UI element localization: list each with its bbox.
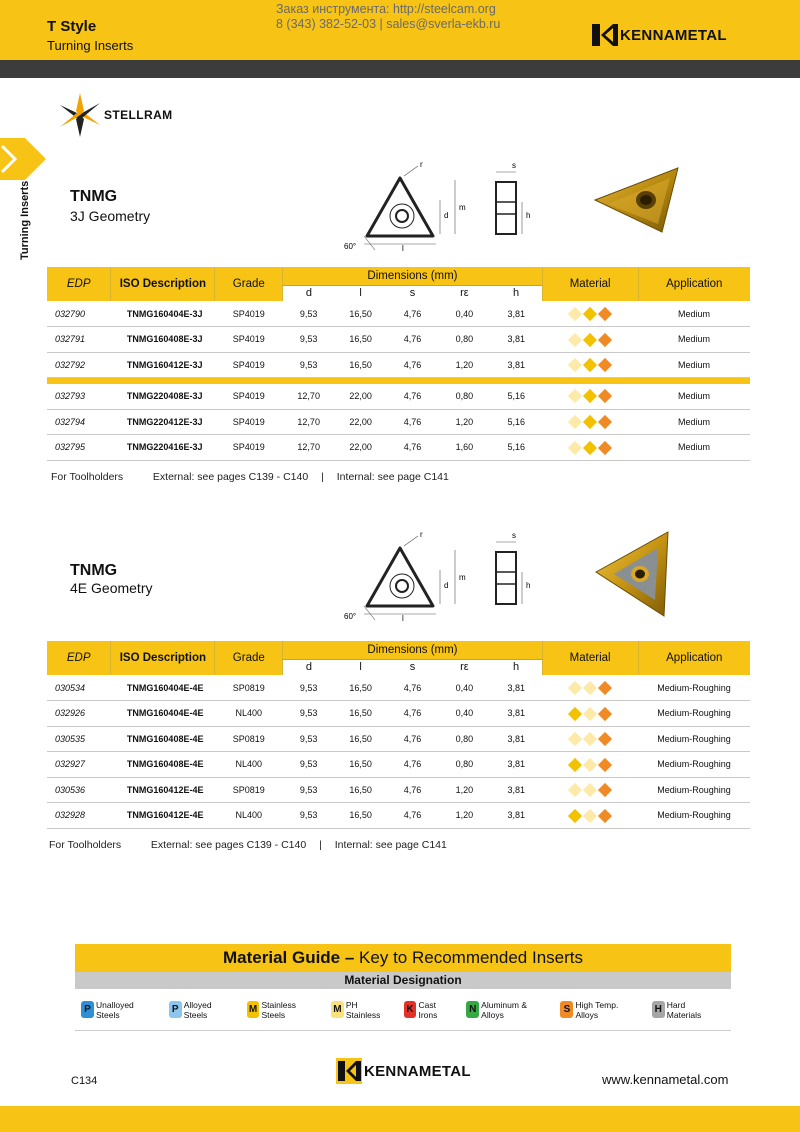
cell-d: 9,53 — [283, 777, 335, 803]
cell-l: 16,50 — [335, 777, 387, 803]
cell-grade: NL400 — [215, 701, 283, 727]
cell-material — [542, 409, 638, 435]
cell-grade: SP0819 — [215, 726, 283, 752]
table-row — [47, 803, 750, 829]
material-diamond-icon — [598, 358, 612, 372]
cell-grade: SP4019 — [215, 352, 283, 378]
cell-h: 3,81 — [490, 701, 542, 727]
cell-l: 16,50 — [335, 726, 387, 752]
cell-h: 5,16 — [490, 409, 542, 435]
cell-iso: TNMG160412E-4E — [111, 777, 215, 803]
section2-table — [47, 641, 750, 829]
cell-material — [542, 327, 638, 353]
material-diamond-icon — [598, 415, 612, 429]
cell-material — [542, 777, 638, 803]
material-diamond-icon — [583, 415, 597, 429]
col-application: Application — [638, 641, 750, 675]
footer-url[interactable]: www.kennametal.com — [602, 1072, 729, 1087]
cell-s: 4,76 — [387, 752, 439, 778]
drawing-l: l — [402, 244, 404, 253]
material-legend — [75, 989, 731, 1031]
cell-h: 3,81 — [490, 777, 542, 803]
cell-d: 9,53 — [283, 701, 335, 727]
col-material: Material — [542, 641, 638, 675]
material-diamond-icon — [583, 732, 597, 746]
cell-l: 22,00 — [335, 384, 387, 410]
col-application: Application — [638, 267, 750, 301]
cell-application: Medium — [638, 327, 750, 353]
cell-edp: 032927 — [47, 752, 111, 778]
section1-drawing — [340, 158, 540, 254]
col-re: rε — [438, 285, 490, 301]
material-diamond-icon — [598, 732, 612, 746]
cell-application: Medium — [638, 352, 750, 378]
cell-application: Medium — [638, 409, 750, 435]
col-iso: ISO Description — [111, 267, 215, 301]
section2-title: TNMG — [70, 562, 118, 579]
cell-edp: 032790 — [47, 301, 111, 327]
cell-material — [542, 803, 638, 829]
cell-s: 4,76 — [387, 301, 439, 327]
contact-info — [276, 2, 500, 32]
cell-application: Medium — [638, 384, 750, 410]
cell-application: Medium-Roughing — [638, 726, 750, 752]
col-material: Material — [542, 267, 638, 301]
cell-d: 9,53 — [283, 327, 335, 353]
cell-edp: 032792 — [47, 352, 111, 378]
drawing-s: s — [512, 531, 516, 540]
material-diamond-icon — [568, 783, 582, 797]
material-diamond-icon — [598, 440, 612, 454]
toolholders-separator: | — [319, 839, 322, 851]
cell-re: 0,40 — [438, 675, 490, 701]
drawing-m: m — [459, 573, 466, 582]
material-diamond-icon — [568, 440, 582, 454]
cell-edp: 032928 — [47, 803, 111, 829]
material-diamond-icon — [568, 681, 582, 695]
legend-label: High Temp. Alloys — [575, 999, 619, 1020]
cell-grade: SP4019 — [215, 327, 283, 353]
cell-application: Medium — [638, 301, 750, 327]
cell-grade: SP0819 — [215, 675, 283, 701]
material-diamond-icon — [568, 808, 582, 822]
cell-grade: SP4019 — [215, 301, 283, 327]
col-grade: Grade — [215, 641, 283, 675]
cell-re: 0,80 — [438, 726, 490, 752]
material-badge: K — [404, 1001, 417, 1018]
material-diamond-icon — [583, 307, 597, 321]
section1-subtitle: 3J Geometry — [70, 208, 151, 224]
legend-item — [404, 1000, 458, 1020]
kennametal-k-icon — [592, 22, 618, 48]
cell-grade: NL400 — [215, 752, 283, 778]
cell-material — [542, 384, 638, 410]
cell-l: 16,50 — [335, 752, 387, 778]
table-row — [47, 409, 750, 435]
cell-d: 9,53 — [283, 752, 335, 778]
cell-s: 4,76 — [387, 327, 439, 353]
cell-application: Medium — [638, 435, 750, 461]
cell-s: 4,76 — [387, 777, 439, 803]
footer-brand: KENNAMETAL — [364, 1062, 471, 1080]
cell-s: 4,76 — [387, 352, 439, 378]
material-diamond-icon — [568, 307, 582, 321]
legend-item — [560, 1000, 642, 1020]
cell-l: 22,00 — [335, 409, 387, 435]
cell-edp: 032793 — [47, 384, 111, 410]
cell-re: 0,40 — [438, 701, 490, 727]
col-h: h — [490, 659, 542, 675]
material-guide-title — [75, 944, 731, 972]
material-diamond-icon — [598, 307, 612, 321]
cell-edp: 032795 — [47, 435, 111, 461]
cell-d: 9,53 — [283, 726, 335, 752]
cell-l: 22,00 — [335, 435, 387, 461]
cell-iso: TNMG220412E-3J — [111, 409, 215, 435]
cell-grade: SP4019 — [215, 409, 283, 435]
material-designation: Material Designation — [75, 972, 731, 989]
cell-d: 12,70 — [283, 435, 335, 461]
table-row — [47, 752, 750, 778]
cell-edp: 032926 — [47, 701, 111, 727]
toolholders-internal: Internal: see page C141 — [336, 471, 449, 483]
legend-item — [466, 1000, 551, 1020]
contact-line-1: Заказ инструмента: http://steelcam.org — [276, 2, 496, 16]
material-diamond-icon — [568, 757, 582, 771]
section1-insert-photo — [590, 160, 690, 240]
legend-label: Unalloyed Steels — [95, 999, 134, 1020]
material-diamond-icon — [583, 757, 597, 771]
table-row — [47, 777, 750, 803]
cell-re: 0,80 — [438, 327, 490, 353]
kennametal-logo — [592, 22, 727, 48]
cell-h: 3,81 — [490, 752, 542, 778]
cell-grade: SP4019 — [215, 435, 283, 461]
stellram-star-icon — [60, 92, 100, 138]
material-guide — [75, 944, 731, 1031]
material-diamond-icon — [583, 681, 597, 695]
cell-re: 1,20 — [438, 409, 490, 435]
cell-grade: NL400 — [215, 803, 283, 829]
legend-label: Cast Irons — [418, 999, 438, 1020]
cell-s: 4,76 — [387, 726, 439, 752]
material-diamond-icon — [598, 681, 612, 695]
cell-material — [542, 352, 638, 378]
toolholders-label: For Toolholders — [49, 839, 122, 851]
material-badge: P — [169, 1001, 182, 1018]
cell-edp: 032794 — [47, 409, 111, 435]
col-edp: EDP — [47, 641, 111, 675]
material-diamond-icon — [583, 706, 597, 720]
section2-body — [47, 675, 750, 828]
cell-l: 16,50 — [335, 301, 387, 327]
legend-label: Alloyed Steels — [183, 999, 212, 1020]
cell-d: 12,70 — [283, 384, 335, 410]
drawing-r: r — [420, 530, 423, 539]
drawing-d: d — [444, 211, 449, 220]
material-diamond-icon — [568, 332, 582, 346]
material-diamond-icon — [568, 706, 582, 720]
material-badge: M — [331, 1001, 344, 1018]
section2-toolholders — [49, 839, 447, 851]
material-diamond-icon — [568, 358, 582, 372]
cell-material — [542, 675, 638, 701]
table-row — [47, 701, 750, 727]
side-chevron-icon — [0, 138, 46, 180]
cell-d: 9,53 — [283, 803, 335, 829]
drawing-s: s — [512, 161, 516, 170]
material-badge: H — [652, 1001, 665, 1018]
cell-s: 4,76 — [387, 803, 439, 829]
material-diamond-icon — [598, 706, 612, 720]
material-diamond-icon — [598, 783, 612, 797]
cell-s: 4,76 — [387, 435, 439, 461]
col-s: s — [387, 659, 439, 675]
material-diamond-icon — [598, 389, 612, 403]
cell-h: 3,81 — [490, 301, 542, 327]
drawing-r: r — [420, 160, 423, 169]
cell-grade: SP4019 — [215, 384, 283, 410]
col-s: s — [387, 285, 439, 301]
cell-re: 1,20 — [438, 777, 490, 803]
material-diamond-icon — [568, 732, 582, 746]
col-l: l — [335, 285, 387, 301]
legend-item — [331, 1000, 395, 1020]
legend-item — [247, 1000, 322, 1020]
side-tab-text: Turning Inserts — [19, 180, 31, 260]
cell-iso: TNMG160404E-4E — [111, 701, 215, 727]
cell-edp: 030536 — [47, 777, 111, 803]
cell-h: 3,81 — [490, 726, 542, 752]
cell-iso: TNMG160408E-4E — [111, 726, 215, 752]
table-row — [47, 675, 750, 701]
cell-re: 1,60 — [438, 435, 490, 461]
material-diamond-icon — [583, 440, 597, 454]
col-l: l — [335, 659, 387, 675]
cell-edp: 030535 — [47, 726, 111, 752]
material-diamond-icon — [583, 332, 597, 346]
col-dimensions: Dimensions (mm) — [283, 641, 542, 659]
cell-iso: TNMG160412E-3J — [111, 352, 215, 378]
section2-drawing — [340, 528, 540, 624]
drawing-h: h — [526, 581, 531, 590]
header-brand: KENNAMETAL — [620, 26, 727, 44]
material-badge: P — [81, 1001, 94, 1018]
material-diamond-icon — [583, 783, 597, 797]
table-row — [47, 726, 750, 752]
cell-grade: SP0819 — [215, 777, 283, 803]
section1-body — [47, 301, 750, 460]
drawing-m: m — [459, 203, 466, 212]
material-guide-title-rest: Key to Recommended Inserts — [354, 948, 583, 967]
cell-material — [542, 726, 638, 752]
drawing-angle: 60° — [344, 612, 357, 621]
col-d: d — [283, 285, 335, 301]
section1-title: TNMG — [70, 188, 118, 205]
drawing-l: l — [402, 614, 404, 623]
cell-s: 4,76 — [387, 701, 439, 727]
cell-application: Medium-Roughing — [638, 752, 750, 778]
header-title: T Style — [47, 18, 97, 35]
col-dimensions: Dimensions (mm) — [283, 267, 542, 285]
cell-d: 12,70 — [283, 409, 335, 435]
cell-re: 0,40 — [438, 301, 490, 327]
col-iso: ISO Description — [111, 641, 215, 675]
cell-application: Medium-Roughing — [638, 701, 750, 727]
legend-item — [652, 1000, 722, 1020]
section2-subtitle: 4E Geometry — [70, 580, 153, 596]
side-tab-label — [19, 180, 37, 260]
cell-edp: 030534 — [47, 675, 111, 701]
cell-l: 16,50 — [335, 327, 387, 353]
drawing-d: d — [444, 581, 449, 590]
cell-iso: TNMG160412E-4E — [111, 803, 215, 829]
cell-h: 3,81 — [490, 675, 542, 701]
material-diamond-icon — [568, 415, 582, 429]
cell-h: 3,81 — [490, 327, 542, 353]
table-row — [47, 352, 750, 378]
cell-h: 5,16 — [490, 435, 542, 461]
cell-d: 9,53 — [283, 352, 335, 378]
header-dark-bar — [0, 60, 800, 78]
col-edp: EDP — [47, 267, 111, 301]
cell-s: 4,76 — [387, 409, 439, 435]
cell-iso: TNMG160408E-4E — [111, 752, 215, 778]
table-row — [47, 301, 750, 327]
material-badge: S — [560, 1001, 573, 1018]
toolholders-internal: Internal: see page C141 — [334, 839, 447, 851]
cell-d: 9,53 — [283, 675, 335, 701]
header-subtitle: Turning Inserts — [47, 38, 134, 53]
cell-re: 1,20 — [438, 352, 490, 378]
cell-material — [542, 701, 638, 727]
contact-line-2: 8 (343) 382-52-03 | sales@sverla-ekb.ru — [276, 17, 501, 31]
toolholders-label: For Toolholders — [51, 471, 124, 483]
page-number: C134 — [71, 1075, 98, 1087]
cell-iso: TNMG160404E-4E — [111, 675, 215, 701]
cell-h: 3,81 — [490, 803, 542, 829]
legend-item — [169, 1000, 238, 1020]
cell-s: 4,76 — [387, 675, 439, 701]
cell-material — [542, 435, 638, 461]
cell-iso: TNMG160404E-3J — [111, 301, 215, 327]
stellram-logo — [60, 92, 173, 138]
page-header — [0, 0, 800, 60]
legend-label: Stainless Steels — [261, 999, 296, 1020]
col-grade: Grade — [215, 267, 283, 301]
col-re: rε — [438, 659, 490, 675]
legend-label: PH Stainless — [345, 999, 381, 1020]
material-diamond-icon — [583, 389, 597, 403]
cell-edp: 032791 — [47, 327, 111, 353]
material-badge: N — [466, 1001, 479, 1018]
cell-iso: TNMG220416E-3J — [111, 435, 215, 461]
material-diamond-icon — [598, 332, 612, 346]
kennametal-k-icon — [336, 1058, 362, 1084]
legend-label: Hard Materials — [666, 999, 702, 1020]
cell-d: 9,53 — [283, 301, 335, 327]
cell-material — [542, 301, 638, 327]
legend-item — [81, 1000, 160, 1020]
toolholders-separator: | — [321, 471, 324, 483]
footer-bar — [0, 1106, 800, 1132]
cell-iso: TNMG220408E-3J — [111, 384, 215, 410]
cell-application: Medium-Roughing — [638, 803, 750, 829]
cell-application: Medium-Roughing — [638, 675, 750, 701]
toolholders-external: External: see pages C139 - C140 — [152, 471, 309, 483]
section2-insert-photo — [592, 528, 682, 620]
material-diamond-icon — [568, 389, 582, 403]
cell-l: 16,50 — [335, 803, 387, 829]
material-guide-title-bold: Material Guide – — [223, 948, 355, 967]
material-badge: M — [247, 1001, 260, 1018]
cell-re: 1,20 — [438, 803, 490, 829]
material-diamond-icon — [598, 757, 612, 771]
cell-re: 0,80 — [438, 752, 490, 778]
cell-material — [542, 752, 638, 778]
material-diamond-icon — [583, 808, 597, 822]
table-row — [47, 327, 750, 353]
material-diamond-icon — [598, 808, 612, 822]
drawing-h: h — [526, 211, 531, 220]
col-h: h — [490, 285, 542, 301]
footer-kennametal-logo — [336, 1058, 471, 1084]
cell-iso: TNMG160408E-3J — [111, 327, 215, 353]
col-d: d — [283, 659, 335, 675]
legend-label: Aluminum & Alloys — [481, 999, 527, 1020]
table-row — [47, 384, 750, 410]
cell-s: 4,76 — [387, 384, 439, 410]
cell-l: 16,50 — [335, 675, 387, 701]
cell-l: 16,50 — [335, 352, 387, 378]
section1-toolholders — [51, 471, 449, 483]
cell-l: 16,50 — [335, 701, 387, 727]
stellram-wordmark: STELLRAM — [104, 108, 173, 122]
drawing-angle: 60° — [344, 242, 357, 251]
table-row — [47, 435, 750, 461]
section1-table — [47, 267, 750, 461]
cell-application: Medium-Roughing — [638, 777, 750, 803]
cell-h: 3,81 — [490, 352, 542, 378]
cell-h: 5,16 — [490, 384, 542, 410]
material-diamond-icon — [583, 358, 597, 372]
cell-re: 0,80 — [438, 384, 490, 410]
toolholders-external: External: see pages C139 - C140 — [150, 839, 307, 851]
